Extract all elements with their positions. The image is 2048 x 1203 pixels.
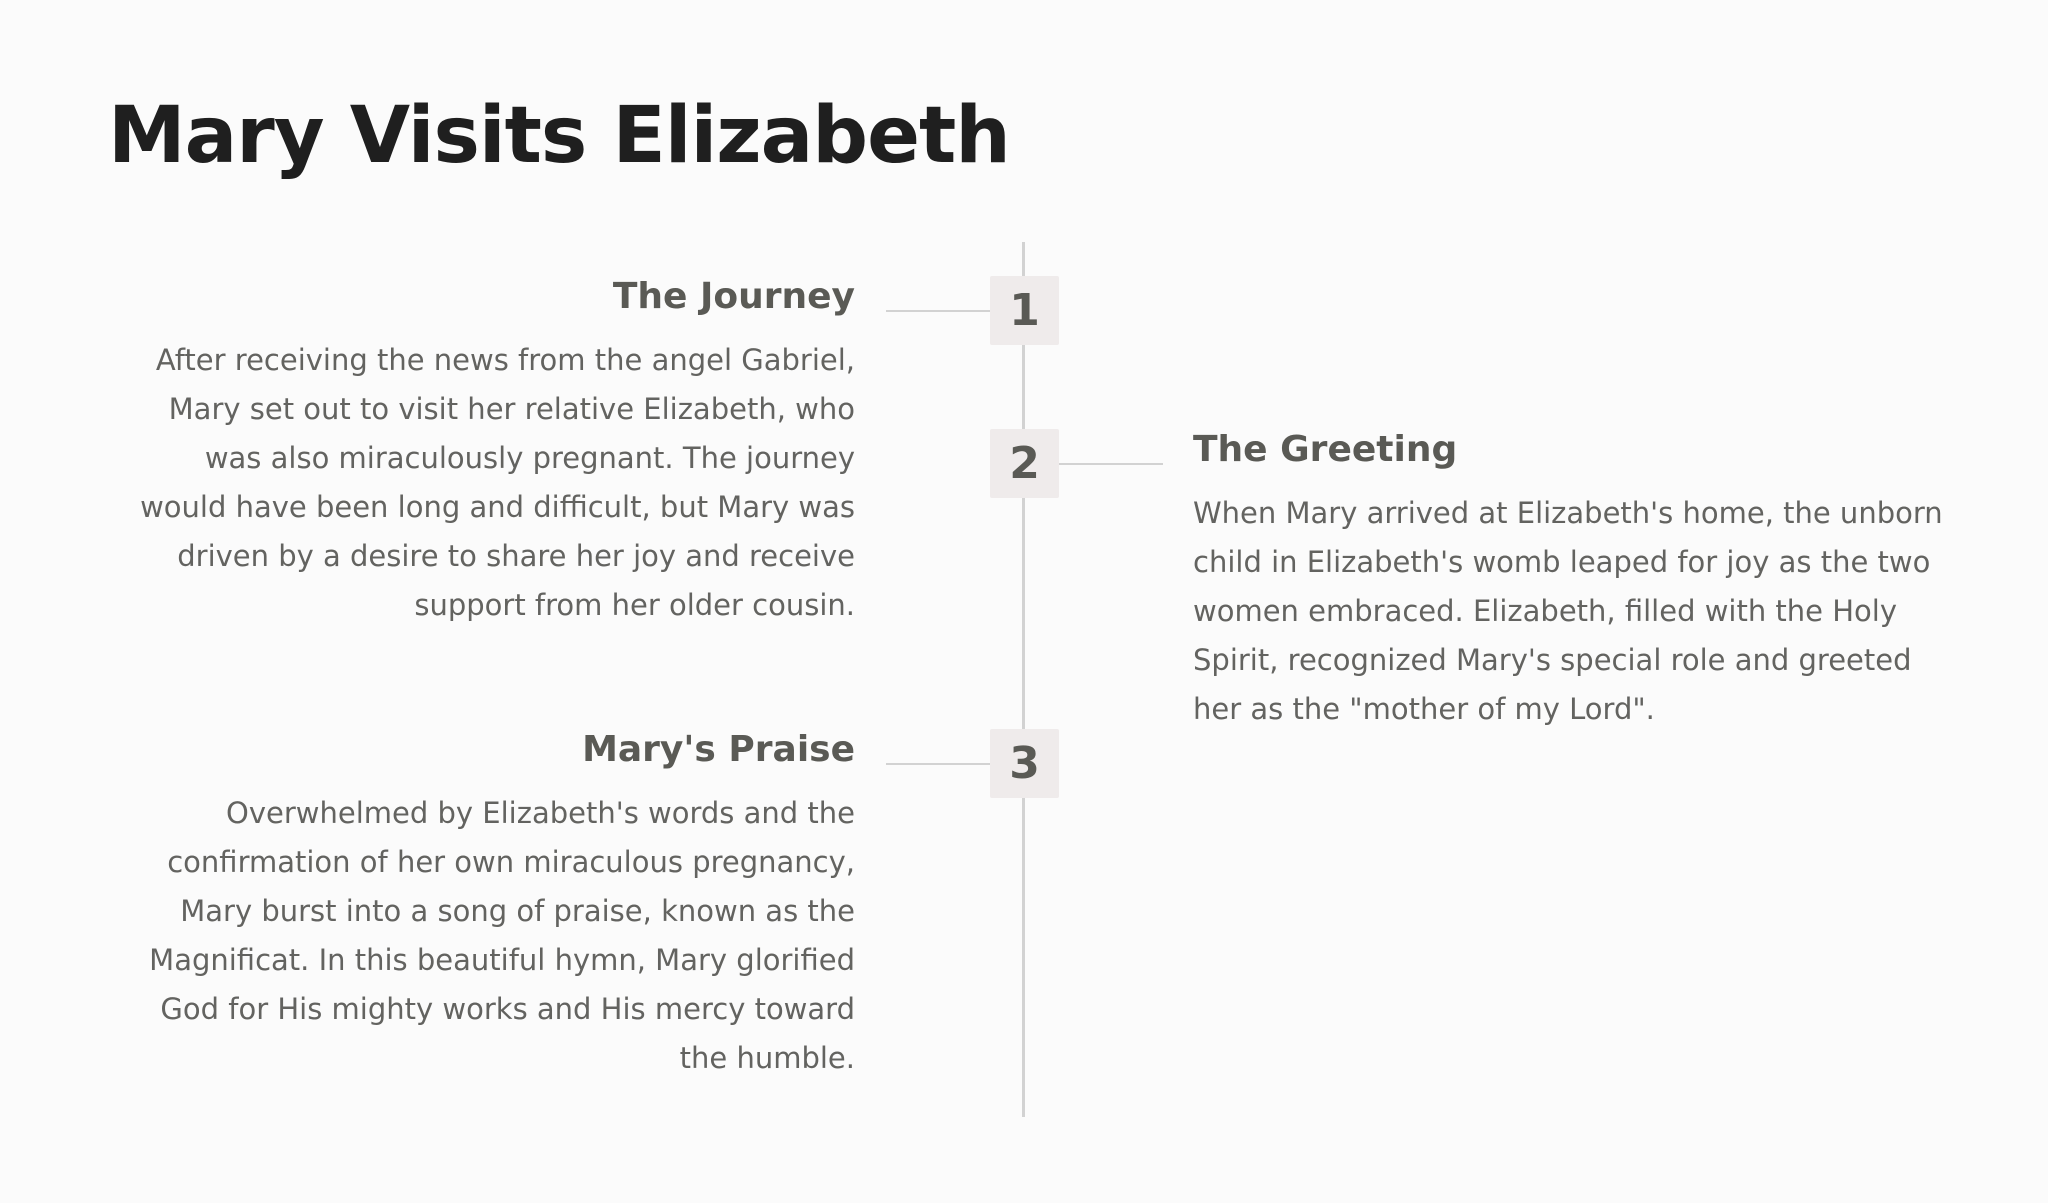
event-body: When Mary arrived at Elizabeth's home, the unborn child in Elizabeth's womb leaped for joy as the two women embraced. Elizabeth, filled with the Holy Spirit, recognized Mary's special role and greeted her as the "mother of my Lord". — [1193, 496, 1943, 726]
event-heading: The Greeting — [1193, 429, 1458, 470]
connector-3 — [886, 763, 990, 765]
event-heading: The Journey — [612, 276, 855, 317]
connector-1 — [886, 310, 990, 312]
slide-title: Mary Visits Elizabeth — [108, 91, 1010, 181]
timeline-event-greeting — [1193, 425, 1953, 734]
timeline-line — [1022, 242, 1025, 1117]
connector-2 — [1059, 463, 1163, 465]
event-body: Overwhelmed by Elizabeth's words and the confirmation of her own miraculous pregnancy, Mary burst into a song of praise, known as the Magnificat. In this beautiful hymn, Mary glorified God for His mighty works and His mercy toward the humble. — [149, 796, 855, 1075]
step-marker-1: 1 — [990, 276, 1059, 345]
timeline-event-praise — [140, 725, 855, 1083]
event-body: After receiving the news from the angel Gabriel, Mary set out to visit her relative Elizabeth, who was also miraculously pregnant. The journey would have been long and difficult, but Mary was driven by a desire to share her joy and receive support from her older cousin. — [140, 343, 855, 622]
step-marker-2: 2 — [990, 429, 1059, 498]
event-heading: Mary's Praise — [582, 729, 855, 770]
timeline-event-journey — [110, 272, 855, 630]
step-marker-3: 3 — [990, 729, 1059, 798]
